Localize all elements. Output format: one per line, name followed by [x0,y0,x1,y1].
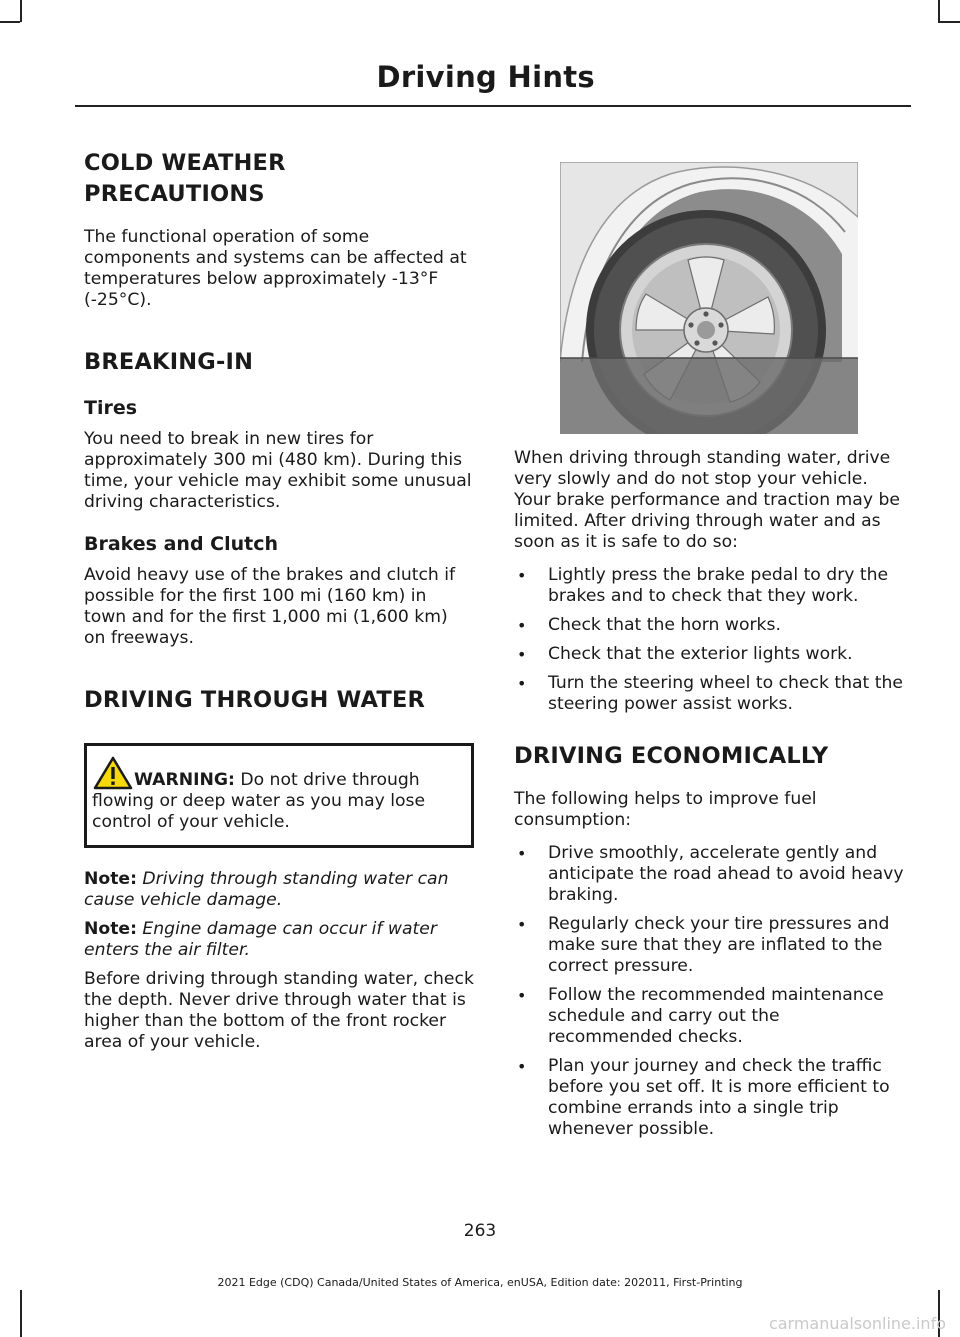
left-column [84,148,474,1053]
page-header-title: Driving Hints [376,60,595,94]
crop-mark [20,0,22,22]
section-title-cold-weather: COLD WEATHER PRECAUTIONS [84,150,286,207]
before-driving-body: Before driving through standing water, check the depth. Never drive through water that is higher than the bottom of the front rocker area of your vehicle. [84,969,474,1052]
subsection-title-brakes: Brakes and Clutch [84,533,279,555]
page-number: 263 [463,1221,497,1241]
list-item: • Follow the recommended maintenance schedule and carry out the recommended checks. [514,985,908,1048]
warning-text: WARNING: Do not drive through flowing or deep water as you may lose control of your vehicle. [92,770,426,832]
crop-mark [938,0,940,22]
cold-weather-body: The functional operation of some components and systems can be affected at temperatures below approximately -13°F (-25°C). [84,227,467,310]
section-title-breaking-in: BREAKING-IN [84,349,254,375]
economy-intro: The following helps to improve fuel consumption: [514,789,817,830]
section-title-driving-economically: DRIVING ECONOMICALLY [514,743,829,769]
water-checklist [514,565,908,715]
list-item: • Lightly press the brake pedal to dry the brakes and to check that they work. [514,565,908,607]
list-item: • Turn the steering wheel to check that the steering power assist works. [514,673,908,715]
right-column [514,448,908,1148]
crop-mark [20,1290,22,1337]
watermark: carmanualsonline.info [768,1314,946,1333]
section-title-driving-water: DRIVING THROUGH WATER [84,687,426,713]
warning-triangle-icon [93,756,133,790]
tires-body: You need to break in new tires for approximately 300 mi (480 km). During this time, your vehicle may exhibit some unusual driving characteristics. [84,429,472,512]
list-item: • Check that the exterior lights work. [514,644,908,665]
water-after-body: When driving through standing water, drive very slowly and do not stop your vehicle. Your brake performance and traction may be limited. After driving through water and as soon as it is safe to do so: [514,448,900,552]
list-item: • Check that the horn works. [514,615,908,636]
wheel-in-water-illustration [560,162,858,434]
crop-mark [938,21,960,23]
list-item: • Drive smoothly, accelerate gently and anticipate the road ahead to avoid heavy braking. [514,843,908,906]
warning-box [84,743,474,848]
header-divider [75,105,911,107]
list-item: • Plan your journey and check the traffic before you set off. It is more efficient to combine errands into a single trip whenever possible. [514,1056,908,1140]
brakes-body: Avoid heavy use of the brakes and clutch if possible for the first 100 mi (160 km) in town and for the first 1,000 mi (1,600 km) on freeways. [84,565,456,648]
crop-mark [0,21,20,23]
note-engine-damage: Note: Engine damage can occur if water enters the air filter. [84,919,437,960]
subsection-title-tires: Tires [84,397,138,419]
edition-footer: 2021 Edge (CDQ) Canada/United States of America, enUSA, Edition date: 202011, First-Printing [217,1276,743,1289]
note-vehicle-damage: Note: Driving through standing water can cause vehicle damage. [84,869,449,910]
list-item: • Regularly check your tire pressures and make sure that they are inflated to the correct pressure. [514,914,908,977]
economy-tips [514,843,908,1140]
